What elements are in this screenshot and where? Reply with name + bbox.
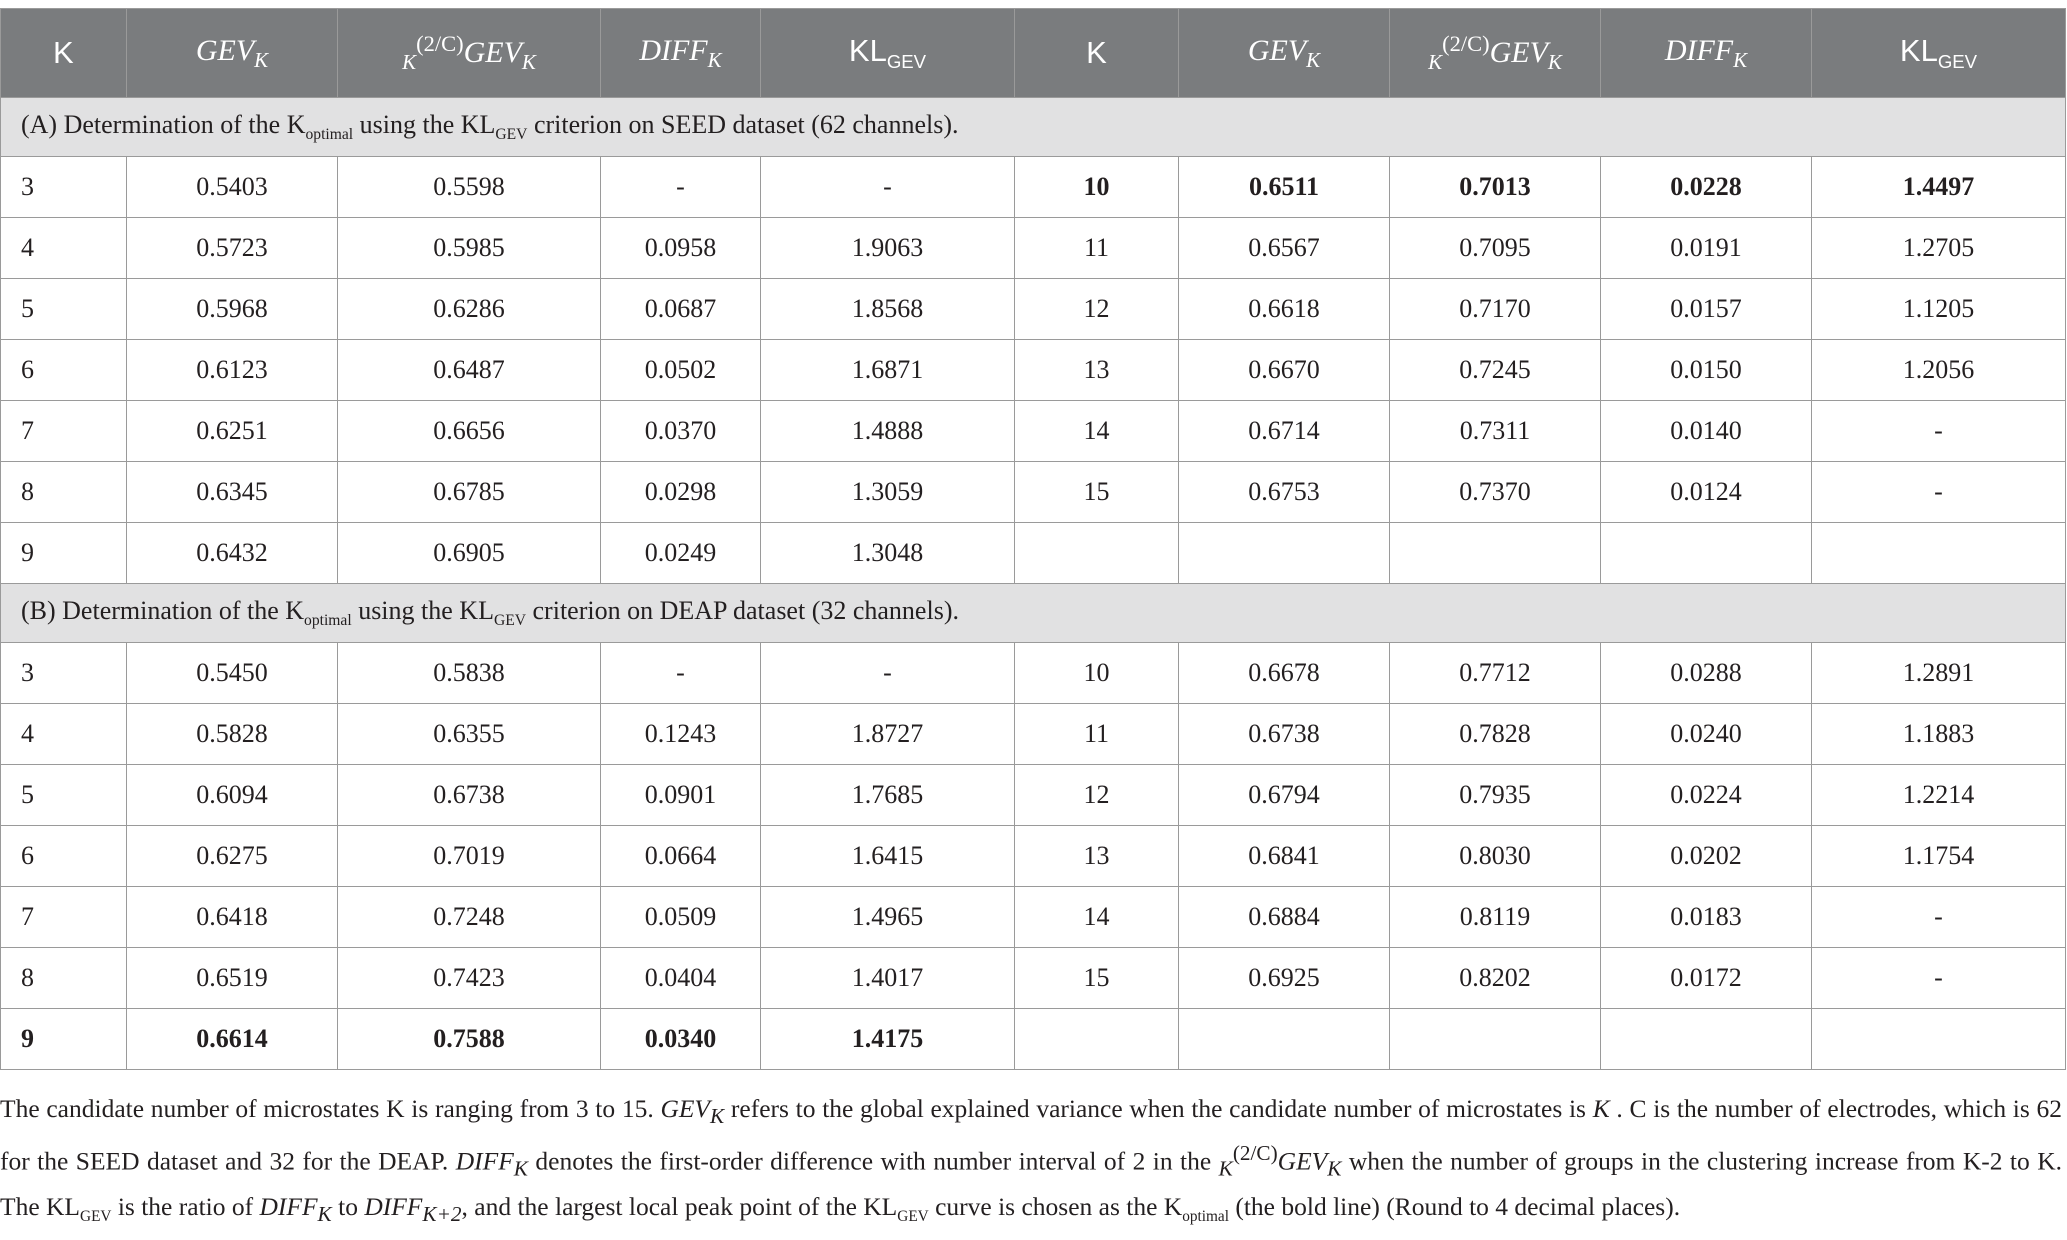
table-row xyxy=(1,401,2066,462)
table-cell: 5 xyxy=(1,765,127,826)
table-cell: 0.6884 xyxy=(1179,887,1390,948)
table-cell: 0.6286 xyxy=(338,279,601,340)
table-cell xyxy=(1179,523,1390,584)
table-cell: 9 xyxy=(1,523,127,584)
table-cell: 0.6841 xyxy=(1179,826,1390,887)
table-cell: 1.1883 xyxy=(1812,704,2066,765)
table-cell: 14 xyxy=(1015,887,1179,948)
table-cell: 0.7013 xyxy=(1390,157,1601,218)
table-cell: 1.3059 xyxy=(761,462,1015,523)
table-cell: 1.4965 xyxy=(761,887,1015,948)
table-cell: 0.8119 xyxy=(1390,887,1601,948)
table-cell: 0.6656 xyxy=(338,401,601,462)
table-cell: 0.0124 xyxy=(1601,462,1812,523)
table-cell: 0.6785 xyxy=(338,462,601,523)
table-cell: 8 xyxy=(1,948,127,1009)
col-header-gev-right: $GEV_K$ xyxy=(1179,9,1390,98)
table-cell: 0.6487 xyxy=(338,340,601,401)
table-cell: 0.6567 xyxy=(1179,218,1390,279)
table-cell: 0.0224 xyxy=(1601,765,1812,826)
table-cell: - xyxy=(1812,462,2066,523)
table-cell: 1.4017 xyxy=(761,948,1015,1009)
table-row xyxy=(1,948,2066,1009)
table-cell: 0.8030 xyxy=(1390,826,1601,887)
table-cell: 0.1243 xyxy=(601,704,761,765)
table-cell: 0.0191 xyxy=(1601,218,1812,279)
table-cell: 0.6738 xyxy=(338,765,601,826)
table-cell: 0.6275 xyxy=(127,826,338,887)
table-cell: 0.0509 xyxy=(601,887,761,948)
table-row xyxy=(1,826,2066,887)
table-cell: 0.0340 xyxy=(601,1009,761,1070)
table-cell: - xyxy=(601,643,761,704)
table-cell: 0.7245 xyxy=(1390,340,1601,401)
table-footnote: The candidate number of microstates K is ranging from 3 to 15. $GEV_K$ refers to the global explained variance when the candidate number of microstates is K . C is the number of electrodes, which is 62 for the SEED dataset and 32 for the DEAP. $DIFF_K$ denotes the first-order difference with number interval of 2 in the $_K^{(2/C)}GEV_K$ when the number of groups in the clustering increase from K-2 to K. The $KL_{GEV}$ is the ratio of $DIFF_K$ to $DIFF_{K+2}$, and the largest local peak point of the $KL_{GEV}$ curve is chosen as the $K_{optimal}$ (the bold line) (Round to 4 decimal places). xyxy=(0,1094,2063,1226)
table-cell: 0.7588 xyxy=(338,1009,601,1070)
table-cell: 1.6415 xyxy=(761,826,1015,887)
table-cell: 0.7370 xyxy=(1390,462,1601,523)
header-row xyxy=(1,9,2066,98)
table-cell: 1.8568 xyxy=(761,279,1015,340)
table-cell: 1.9063 xyxy=(761,218,1015,279)
table-row xyxy=(1,157,2066,218)
table-cell: 0.6905 xyxy=(338,523,601,584)
table-cell: 0.6123 xyxy=(127,340,338,401)
table-cell: 0.6094 xyxy=(127,765,338,826)
table-cell: 0.6251 xyxy=(127,401,338,462)
table-cell: 0.0370 xyxy=(601,401,761,462)
table-cell: 0.8202 xyxy=(1390,948,1601,1009)
table-row xyxy=(1,704,2066,765)
table-cell: 0.6618 xyxy=(1179,279,1390,340)
table-cell: 0.5450 xyxy=(127,643,338,704)
table-cell: 0.5598 xyxy=(338,157,601,218)
table-cell: 0.0664 xyxy=(601,826,761,887)
table-cell: 1.2214 xyxy=(1812,765,2066,826)
table-cell xyxy=(1812,1009,2066,1070)
table-cell: 0.0140 xyxy=(1601,401,1812,462)
table-cell: 0.7170 xyxy=(1390,279,1601,340)
col-header-klgev: $KL_{GEV}$ xyxy=(761,9,1015,98)
table-cell: 1.4497 xyxy=(1812,157,2066,218)
table-cell xyxy=(1179,1009,1390,1070)
table-cell: 0.7423 xyxy=(338,948,601,1009)
table-cell: - xyxy=(761,157,1015,218)
table-cell: 0.6670 xyxy=(1179,340,1390,401)
table-cell: 11 xyxy=(1015,218,1179,279)
table-cell: - xyxy=(1812,948,2066,1009)
table-cell: 0.7019 xyxy=(338,826,601,887)
table-cell: 0.0958 xyxy=(601,218,761,279)
table-cell: 14 xyxy=(1015,401,1179,462)
table-cell: 0.5723 xyxy=(127,218,338,279)
table-cell: 1.6871 xyxy=(761,340,1015,401)
table-cell: 0.0249 xyxy=(601,523,761,584)
table-row xyxy=(1,887,2066,948)
table-row xyxy=(1,523,2066,584)
table-cell xyxy=(1390,523,1601,584)
table-cell: 0.6519 xyxy=(127,948,338,1009)
table-cell: 0.5828 xyxy=(127,704,338,765)
col-header-diff-right: $DIFF_K$ xyxy=(1601,9,1812,98)
table-cell: 0.7095 xyxy=(1390,218,1601,279)
table-cell: 0.0202 xyxy=(1601,826,1812,887)
table-cell: 15 xyxy=(1015,462,1179,523)
table-cell: 0.6678 xyxy=(1179,643,1390,704)
table-cell: 7 xyxy=(1,887,127,948)
table-cell: 10 xyxy=(1015,643,1179,704)
table-container xyxy=(0,8,2065,1070)
table-cell: 0.5403 xyxy=(127,157,338,218)
table-cell xyxy=(1812,523,2066,584)
results-table xyxy=(0,8,2066,1070)
table-cell: 1.3048 xyxy=(761,523,1015,584)
table-cell: 0.0157 xyxy=(1601,279,1812,340)
table-cell: 13 xyxy=(1015,826,1179,887)
table-cell: 1.4888 xyxy=(761,401,1015,462)
table-cell: 0.6345 xyxy=(127,462,338,523)
table-cell: - xyxy=(761,643,1015,704)
table-cell: 0.6738 xyxy=(1179,704,1390,765)
table-cell: 0.6753 xyxy=(1179,462,1390,523)
table-cell: 9 xyxy=(1,1009,127,1070)
table-body xyxy=(1,98,2066,1070)
table-cell: 1.2705 xyxy=(1812,218,2066,279)
table-cell: 0.0298 xyxy=(601,462,761,523)
section-title: (A) Determination of the $K_{optimal}$ using the $KL_{GEV}$ criterion on SEED dataset (62 channels). xyxy=(1,98,2066,157)
table-cell: 12 xyxy=(1015,279,1179,340)
section-header-row xyxy=(1,98,2066,157)
table-cell: 0.6511 xyxy=(1179,157,1390,218)
table-row xyxy=(1,643,2066,704)
section-header-row xyxy=(1,584,2066,643)
table-cell xyxy=(1601,523,1812,584)
table-row xyxy=(1,1009,2066,1070)
table-cell: - xyxy=(1812,887,2066,948)
table-row xyxy=(1,218,2066,279)
table-cell: 1.4175 xyxy=(761,1009,1015,1070)
table-row xyxy=(1,765,2066,826)
table-cell: 10 xyxy=(1015,157,1179,218)
table-cell: 0.5968 xyxy=(127,279,338,340)
table-row xyxy=(1,462,2066,523)
table-cell: 0.6355 xyxy=(338,704,601,765)
table-cell: 0.0150 xyxy=(1601,340,1812,401)
table-cell: 8 xyxy=(1,462,127,523)
table-cell: 7 xyxy=(1,401,127,462)
col-header-gev: $GEV_K$ xyxy=(127,9,338,98)
table-cell: 1.2056 xyxy=(1812,340,2066,401)
table-cell: - xyxy=(601,157,761,218)
table-cell: 0.5985 xyxy=(338,218,601,279)
table-row xyxy=(1,340,2066,401)
table-cell: 3 xyxy=(1,157,127,218)
table-cell: 0.6418 xyxy=(127,887,338,948)
table-cell: 0.7248 xyxy=(338,887,601,948)
table-cell: 4 xyxy=(1,704,127,765)
table-cell xyxy=(1601,1009,1812,1070)
table-cell: 0.6794 xyxy=(1179,765,1390,826)
table-cell: 0.6925 xyxy=(1179,948,1390,1009)
table-cell: 15 xyxy=(1015,948,1179,1009)
table-cell: 1.8727 xyxy=(761,704,1015,765)
table-cell: 0.6714 xyxy=(1179,401,1390,462)
section-title: (B) Determination of the $K_{optimal}$ using the $KL_{GEV}$ criterion on DEAP dataset (32 channels). xyxy=(1,584,2066,643)
table-cell: - xyxy=(1812,401,2066,462)
table-cell: 5 xyxy=(1,279,127,340)
table-cell: 1.2891 xyxy=(1812,643,2066,704)
table-cell: 0.0901 xyxy=(601,765,761,826)
table-cell: 0.6432 xyxy=(127,523,338,584)
table-cell: 4 xyxy=(1,218,127,279)
table-cell: 0.6614 xyxy=(127,1009,338,1070)
table-cell: 0.0240 xyxy=(1601,704,1812,765)
table-cell: 6 xyxy=(1,340,127,401)
table-cell: 0.0404 xyxy=(601,948,761,1009)
table-cell: 0.7828 xyxy=(1390,704,1601,765)
table-cell: 1.1205 xyxy=(1812,279,2066,340)
table-row xyxy=(1,279,2066,340)
table-cell: 0.0687 xyxy=(601,279,761,340)
table-cell: 1.7685 xyxy=(761,765,1015,826)
table-cell: 0.7712 xyxy=(1390,643,1601,704)
table-cell: 0.0172 xyxy=(1601,948,1812,1009)
table-cell: 0.0228 xyxy=(1601,157,1812,218)
col-header-kgev-right: $_K^{(2/C)}GEV_K$ xyxy=(1390,9,1601,98)
table-cell: 13 xyxy=(1015,340,1179,401)
col-header-kgev: $_K^{(2/C)}GEV_K$ xyxy=(338,9,601,98)
table-cell xyxy=(1015,523,1179,584)
table-cell: 0.0288 xyxy=(1601,643,1812,704)
col-header-klgev-right: $KL_{GEV}$ xyxy=(1812,9,2066,98)
table-cell xyxy=(1015,1009,1179,1070)
table-cell: 0.5838 xyxy=(338,643,601,704)
table-cell: 0.0502 xyxy=(601,340,761,401)
table-cell: 0.7935 xyxy=(1390,765,1601,826)
col-header-k-right: K xyxy=(1015,9,1179,98)
table-cell: 6 xyxy=(1,826,127,887)
table-cell: 3 xyxy=(1,643,127,704)
col-header-diff: $DIFF_K$ xyxy=(601,9,761,98)
table-cell: 11 xyxy=(1015,704,1179,765)
table-cell: 0.7311 xyxy=(1390,401,1601,462)
table-cell: 1.1754 xyxy=(1812,826,2066,887)
col-header-k: K xyxy=(1,9,127,98)
table-cell: 12 xyxy=(1015,765,1179,826)
table-cell xyxy=(1390,1009,1601,1070)
table-cell: 0.0183 xyxy=(1601,887,1812,948)
